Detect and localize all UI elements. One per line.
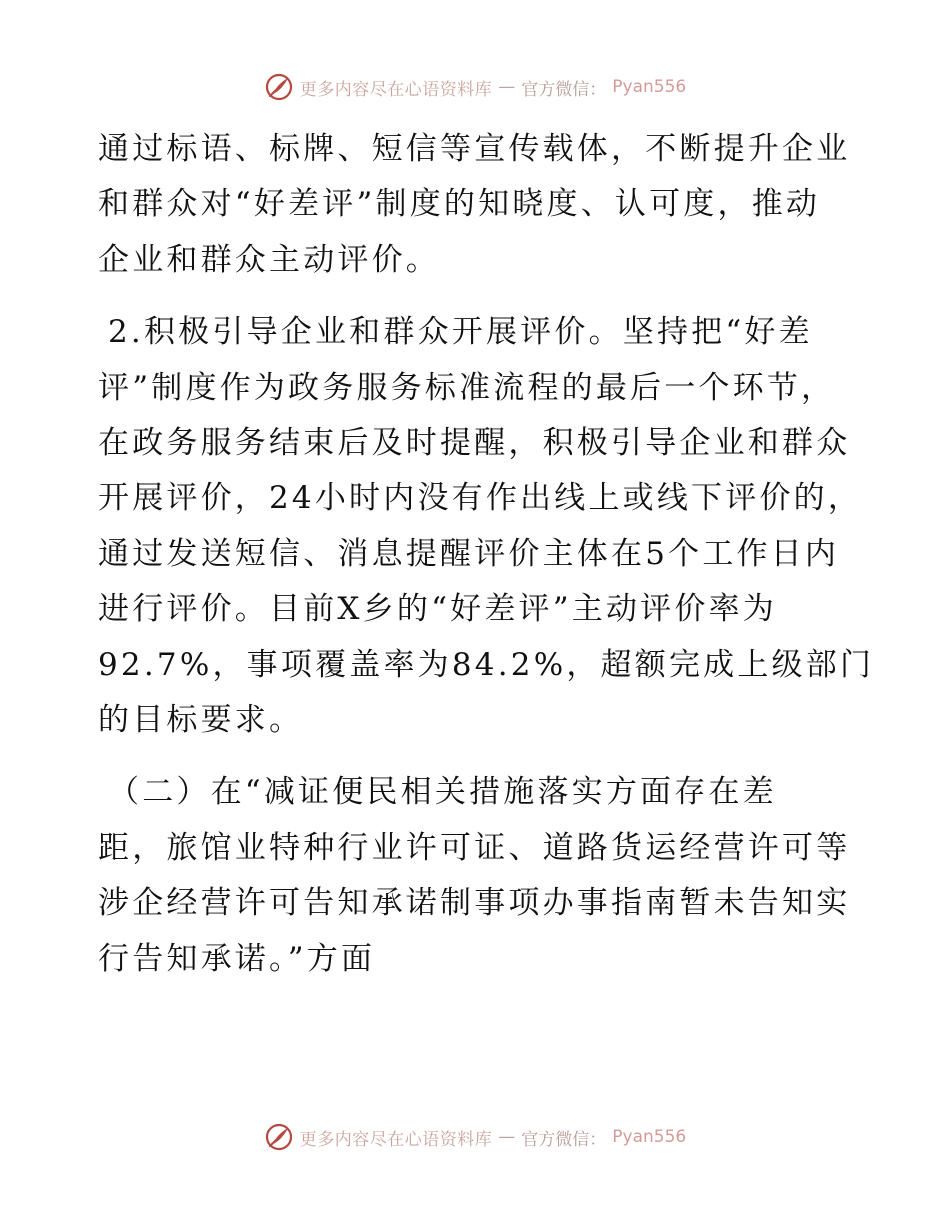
paragraph-section-two — [98, 765, 858, 987]
text-line: 距，旅馆业特种行业许可证、道路货运经营许可等 — [98, 829, 851, 866]
watermark-separator: — — [498, 1127, 516, 1147]
text-line: 通过发送短信、消息提醒评价主体在5个工作日内 — [98, 535, 840, 572]
watermark-wechat-id: Pyan556 — [612, 77, 687, 97]
watermark-separator: — — [498, 77, 516, 97]
text-line: 2.积极引导企业和群众开展评价。坚持把“好差 — [108, 314, 813, 351]
text-line: 进行评价。目前X乡的“好差评”主动评价率为 — [98, 591, 777, 628]
watermark-text: 更多内容尽在心语资料库 — [299, 1129, 493, 1150]
paragraph-guide-evaluation — [98, 305, 875, 748]
watermark-footer — [0, 1122, 950, 1152]
text-line: 92.7%，事项覆盖率为84.2%，超额完成上级部门 — [98, 646, 875, 683]
quill-logo-icon — [264, 1122, 294, 1152]
text-line: 的目标要求。 — [98, 702, 304, 739]
watermark-wechat-label: 官方微信： — [521, 79, 607, 100]
paragraph-publicity — [98, 122, 858, 288]
text-line: 在政务服务结束后及时提醒，积极引导企业和群众 — [98, 425, 851, 462]
watermark-wechat-id: Pyan556 — [612, 1127, 687, 1147]
text-line: 行告知承诺。”方面 — [98, 940, 376, 977]
paragraph-spacer — [98, 748, 858, 765]
text-line: 企业和群众主动评价。 — [98, 241, 440, 278]
watermark-text: 更多内容尽在心语资料库 — [299, 79, 493, 100]
watermark-wechat-label: 官方微信： — [521, 1129, 607, 1150]
quill-logo-icon — [264, 72, 294, 102]
document-body — [98, 122, 875, 987]
text-line: 涉企经营许可告知承诺制事项办事指南暂未告知实 — [98, 885, 851, 922]
text-line: 和群众对“好差评”制度的知晓度、认可度，推动 — [98, 186, 821, 223]
watermark-header — [0, 72, 950, 102]
text-line: （二）在“减证便民相关措施落实方面存在差 — [108, 774, 777, 811]
text-line: 通过标语、标牌、短信等宣传载体，不断提升企业 — [98, 131, 851, 167]
text-line: 评”制度作为政务服务标准流程的最后一个环节， — [98, 369, 836, 406]
text-line: 开展评价，24小时内没有作出线上或线下评价的， — [98, 480, 863, 517]
paragraph-spacer — [98, 288, 858, 305]
